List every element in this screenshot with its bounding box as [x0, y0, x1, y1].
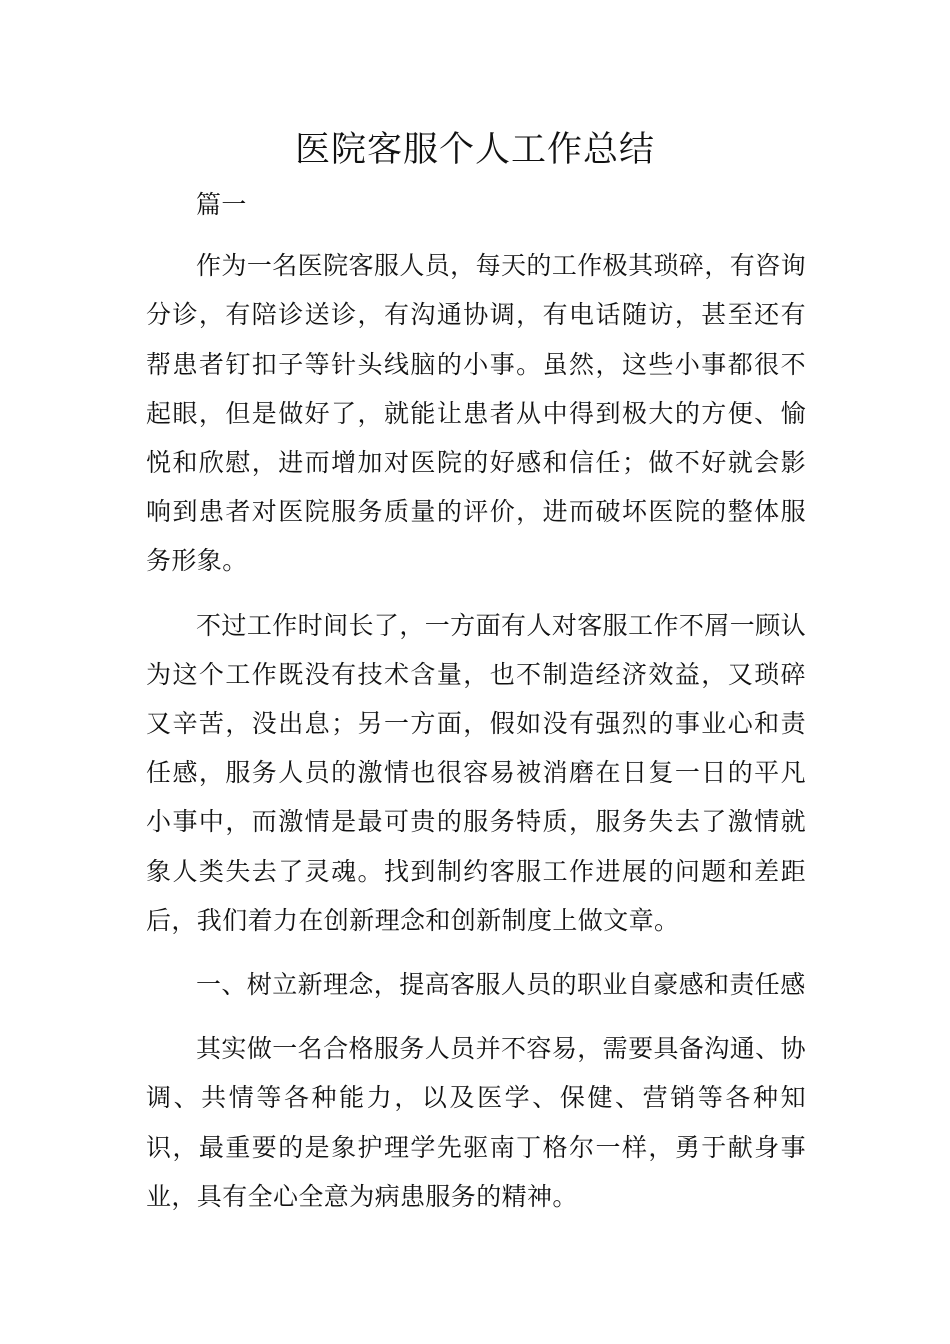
paragraph: 其实做一名合格服务人员并不容易，需要具备沟通、协调、共情等各种能力，以及医学、保健、营销等各种知识，最重要的是象护理学先驱南丁格尔一样，勇于献身事业，具有全心全意为病患服务的精神。 [146, 1034, 806, 1211]
section-heading: 一、树立新理念，提高客服人员的职业自豪感和责任感 [196, 970, 806, 1000]
document-title: 医院客服个人工作总结 [294, 130, 655, 170]
paragraph: 不过工作时间长了，一方面有人对客服工作不屑一顾认为这个工作既没有技术含量，也不制造经济效益，又琐碎又辛苦，没出息；另一方面，假如没有强烈的事业心和责任感，服务人员的激情也很容易被消磨在日复一日的平凡小事中，而激情是最可贵的服务特质，服务失去了激情就象人类失去了灵魂。找到制约客服工作进展的问题和差距后，我们着力在创新理念和创新制度上做文章。 [146, 610, 806, 935]
document-body [146, 180, 806, 1221]
paragraph: 作为一名医院客服人员，每天的工作极其琐碎，有咨询分诊，有陪诊送诊，有沟通协调，有电话随访，甚至还有帮患者钉扣子等针头线脑的小事。虽然，这些小事都很不起眼，但是做好了，就能让患者从中得到极大的方便、愉悦和欣慰，进而增加对医院的好感和信任；做不好就会影响到患者对医院服务质量的评价，进而破坏医院的整体服务形象。 [146, 251, 806, 576]
section-label: 篇一 [196, 190, 247, 219]
